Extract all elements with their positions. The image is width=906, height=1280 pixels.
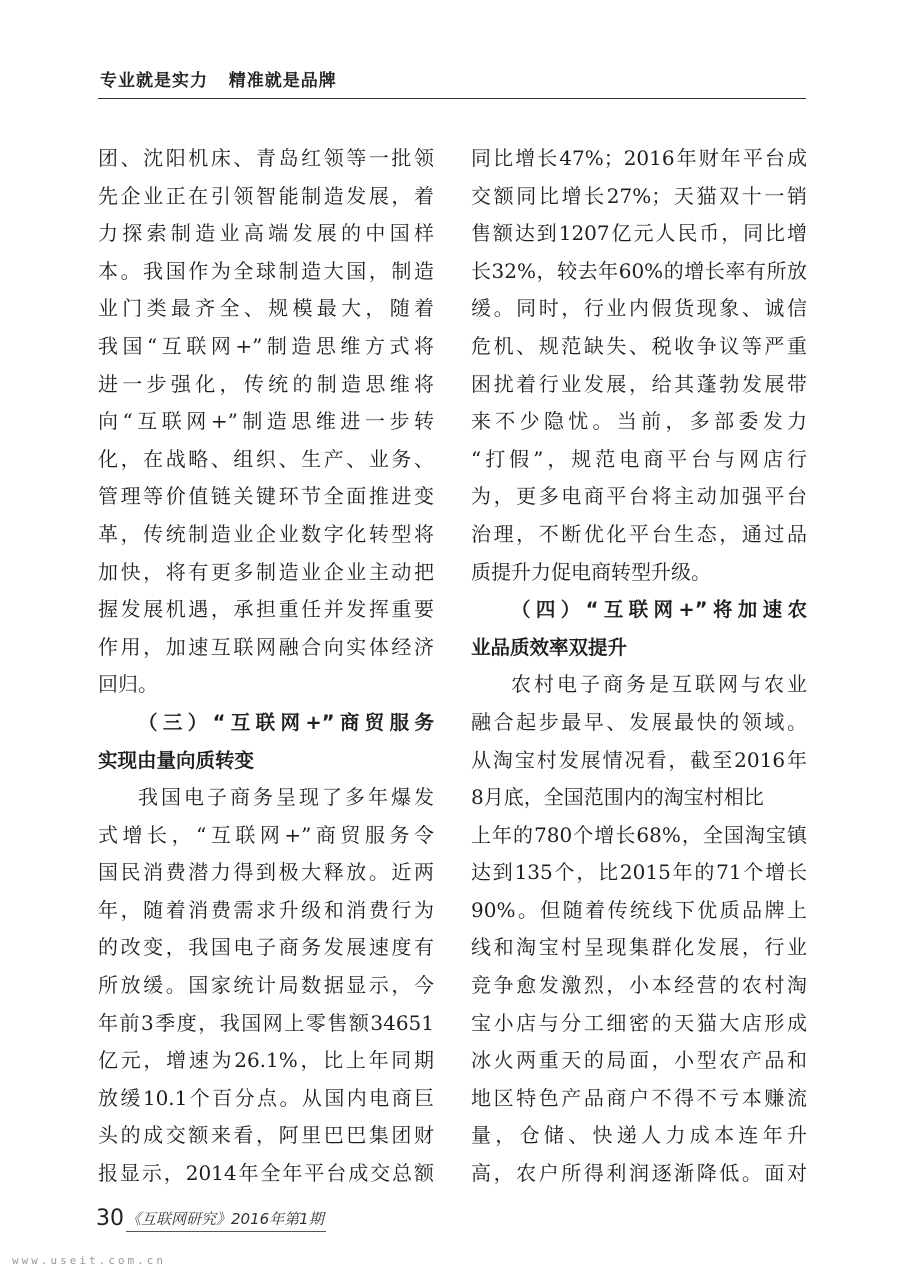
text-line: 质提升力促电商转型升级。 (471, 559, 711, 584)
text-line: 亿元，增速为26.1%，比上年同期 (98, 1048, 434, 1073)
text-line: 上年的780个增长68%，全国淘宝镇 (471, 822, 807, 847)
text-line: 回归。 (98, 672, 158, 697)
text-line: 国民消费潜力得到极大释放。近两 (98, 860, 434, 885)
text-line: 售额达到1207亿元人民币，同比增 (471, 221, 807, 246)
text-line: 进一步强化，传统的制造思维将 (98, 371, 434, 396)
text-line: 所放缓。国家统计局数据显示，今 (98, 973, 434, 998)
text-line: 管理等价值链关键环节全面推进变 (98, 484, 434, 509)
text-line: 线和淘宝村呈现集群化发展，行业 (471, 935, 807, 960)
text-line: 长32%，较去年60%的增长率有所放 (471, 258, 807, 283)
text-line: 达到135个，比2015年的71个增长 (471, 860, 807, 885)
text-line: 交额同比增长27%；天猫双十一销 (471, 183, 807, 208)
text-line: “打假”，规范电商平台与网店行 (471, 446, 807, 471)
text-line: 危机、规范缺失、税收争议等严重 (471, 333, 807, 358)
text-line: 我国电子商务呈现了多年爆发 (138, 785, 434, 810)
text-line: 报显示，2014年全年平台成交总额 (98, 1161, 434, 1186)
text-line: 缓。同时，行业内假货现象、诚信 (471, 296, 807, 321)
text-line: 来不少隐忧。当前，多部委发力 (471, 409, 807, 434)
running-header (98, 64, 806, 99)
text-line: 作用，加速互联网融合向实体经济 (98, 634, 434, 659)
section-heading-line: 业品质效率双提升 (471, 635, 628, 659)
text-line: 为，更多电商平台将主动加强平台 (471, 484, 807, 509)
section-heading-line: 实现由量向质转变 (98, 748, 255, 772)
text-line: 头的成交额来看，阿里巴巴集团财 (98, 1123, 434, 1148)
left-column (98, 140, 434, 1193)
text-line: 的改变，我国电子商务发展速度有 (98, 935, 434, 960)
text-line: 90%。但随着传统线下优质品牌上 (471, 897, 807, 922)
right-column (471, 140, 807, 1193)
text-line: 同比增长47%；2016年财年平台成 (471, 146, 807, 170)
site-watermark: www.useit.com.cn (12, 1254, 166, 1267)
text-line: 团、沈阳机床、青岛红领等一批领 (98, 146, 434, 170)
text-line: 困扰着行业发展，给其蓬勃发展带 (471, 371, 807, 396)
text-line: 8月底，全国范围内的淘宝村相比 (471, 785, 764, 810)
text-line: 农村电子商务是互联网与农业 (511, 672, 807, 697)
text-line: 融合起步最早、发展最快的领域。 (471, 709, 807, 734)
text-line: 我国“互联网+”制造思维方式将 (98, 333, 434, 358)
text-line: 高，农户所得利润逐渐降低。面对 (471, 1161, 807, 1186)
text-line: 年前3季度，我国网上零售额34651 (98, 1010, 434, 1035)
text-line: 量，仓储、快递人力成本连年升 (471, 1123, 807, 1148)
text-line: 宝小店与分工细密的天猫大店形成 (471, 1010, 807, 1035)
text-line: 化，在战略、组织、生产、业务、 (98, 446, 434, 471)
text-line: 先企业正在引领智能制造发展，着 (98, 183, 434, 208)
text-line: 竞争愈发激烈，小本经营的农村淘 (471, 973, 807, 998)
text-line: 年，随着消费需求升级和消费行为 (98, 897, 434, 922)
text-line: 地区特色产品商户不得不亏本赚流 (471, 1085, 807, 1110)
section-heading-line: （三）“互联网+”商贸服务 (138, 710, 434, 734)
section-heading-line: （四）“互联网+”将加速农 (511, 598, 807, 622)
text-line: 式增长，“互联网+”商贸服务令 (98, 822, 434, 847)
text-line: 握发展机遇，承担重任并发挥重要 (98, 597, 434, 622)
header-slogan: 专业就是实力 精准就是品牌 (100, 71, 337, 91)
page-number: 30 (96, 1206, 124, 1231)
text-line: 革，传统制造业企业数字化转型将 (98, 521, 434, 546)
text-line: 放缓10.1个百分点。从国内电商巨 (98, 1085, 434, 1110)
text-line: 冰火两重天的局面，小型农产品和 (471, 1048, 807, 1073)
text-line: 向“互联网+”制造思维进一步转 (98, 409, 434, 434)
text-line: 从淘宝村发展情况看，截至2016年 (471, 747, 807, 772)
text-line: 加快，将有更多制造业企业主动把 (98, 559, 434, 584)
text-line: 业门类最齐全、规模最大，随着 (98, 296, 434, 321)
journal-citation: 《互联网研究》2016年第1期 (126, 1208, 326, 1232)
text-line: 本。我国作为全球制造大国，制造 (98, 258, 434, 283)
text-line: 力探索制造业高端发展的中国样 (98, 221, 434, 246)
text-line: 治理，不断优化平台生态，通过品 (471, 521, 807, 546)
